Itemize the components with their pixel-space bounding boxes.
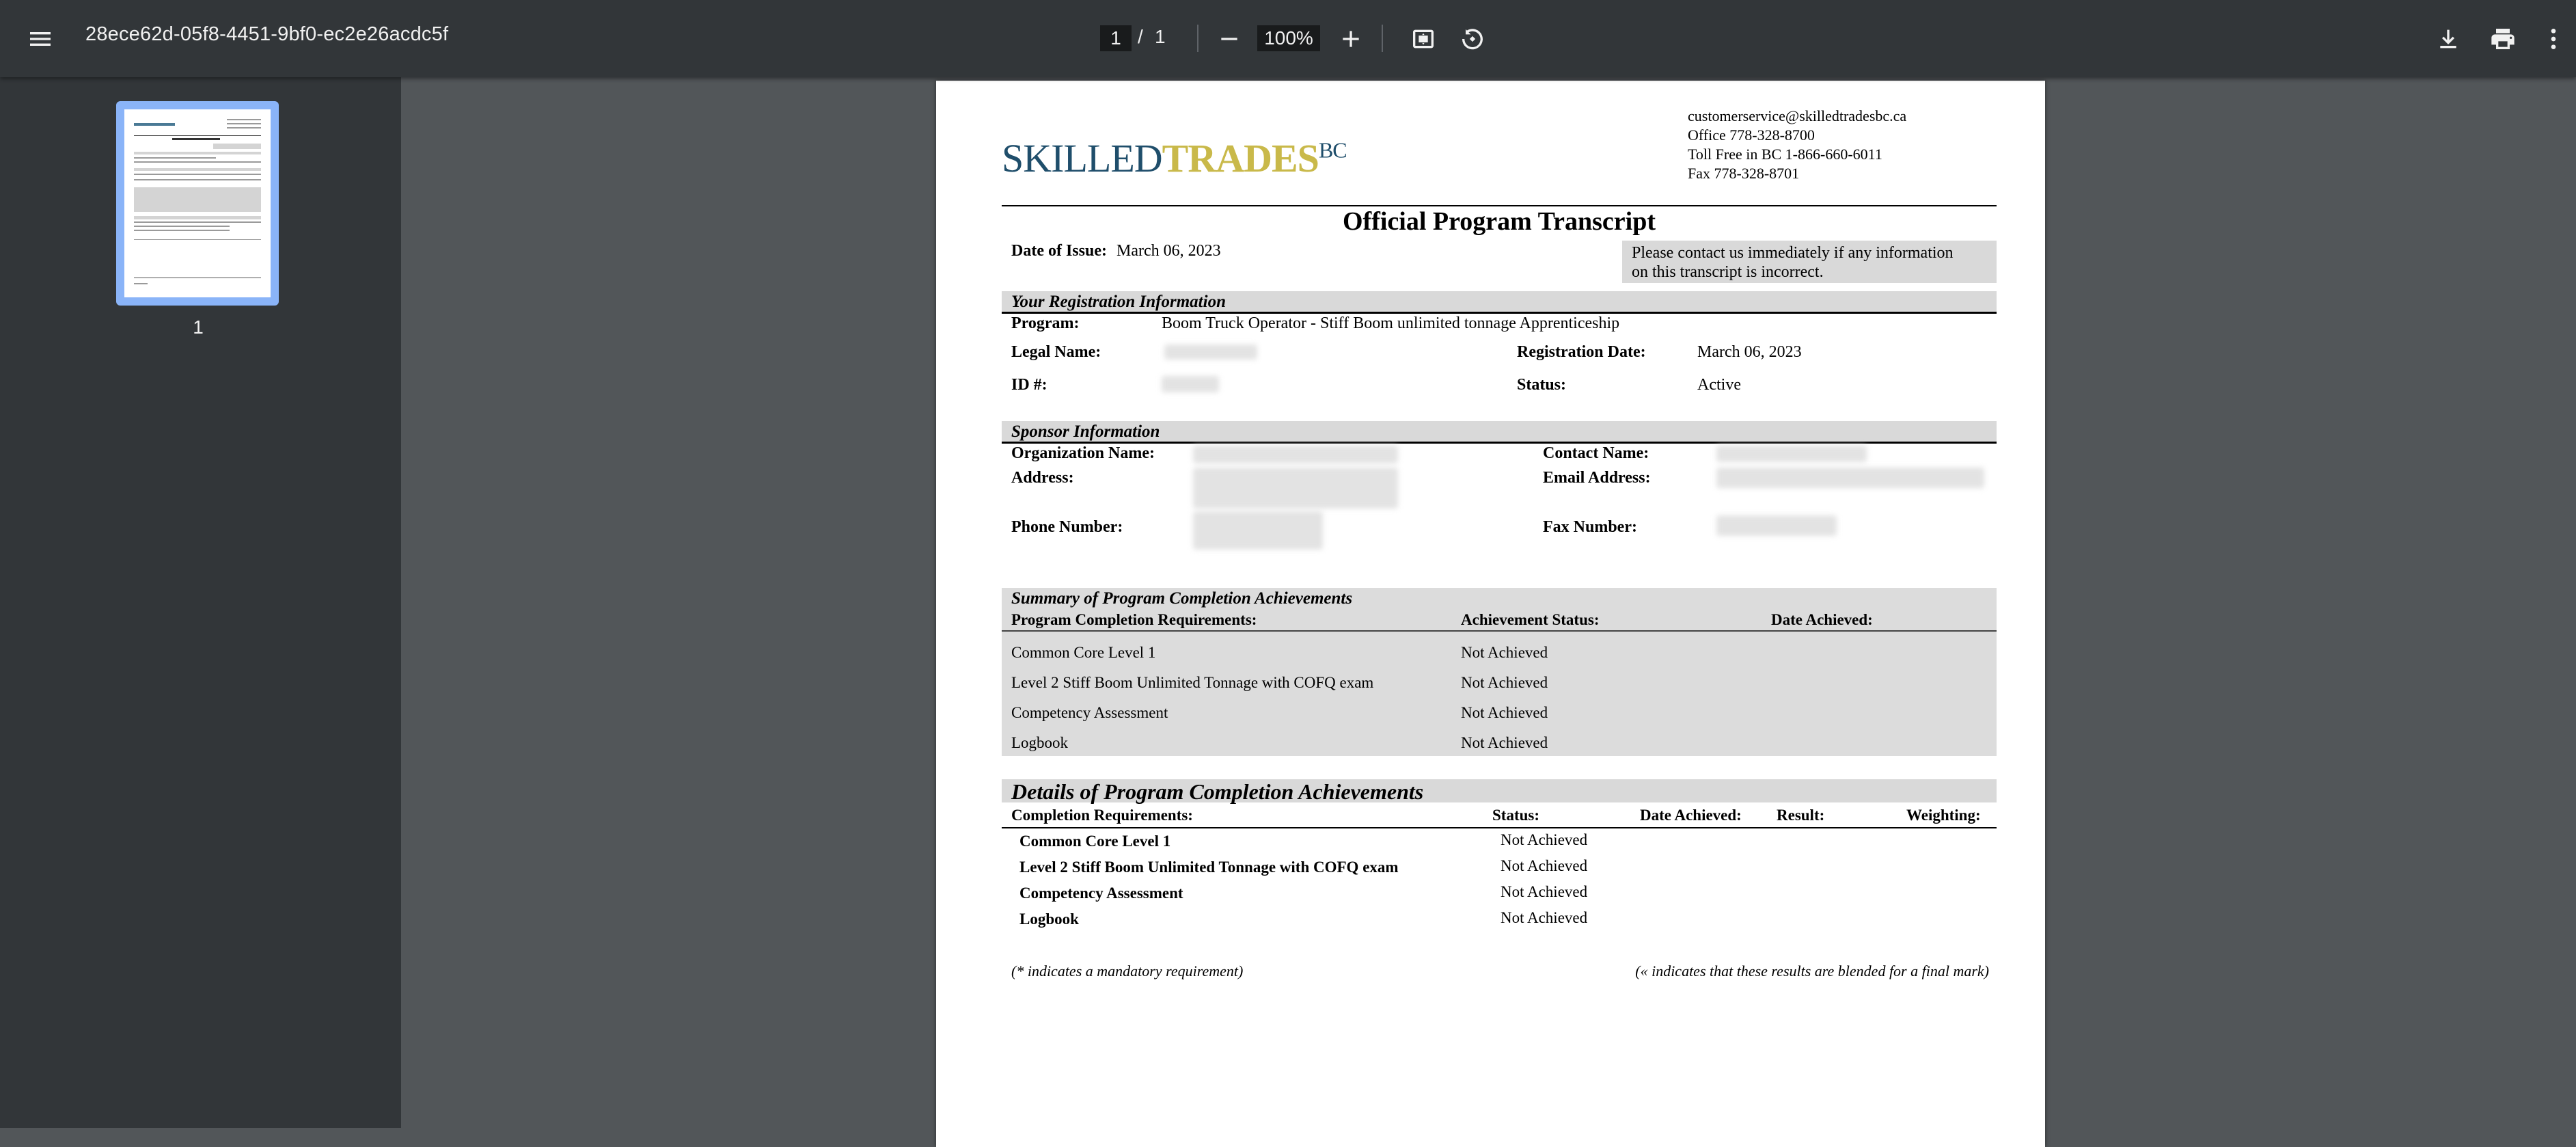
details-col-result: Result: xyxy=(1777,807,1825,824)
fax-number-label: Fax Number: xyxy=(1543,518,1637,536)
summary-row-status: Not Achieved xyxy=(1461,734,1548,751)
organization-redacted xyxy=(1193,446,1398,463)
status-label: Status: xyxy=(1517,376,1567,394)
download-icon xyxy=(2435,25,2462,53)
summary-row-status: Not Achieved xyxy=(1461,704,1548,721)
file-title: 28ece62d-05f8-4451-9bf0-ec2e26acdc5f xyxy=(85,23,449,45)
details-col-weighting: Weighting: xyxy=(1906,807,1981,824)
address-label: Address: xyxy=(1011,469,1074,487)
more-options-icon[interactable] xyxy=(2536,18,2571,60)
registration-date-value: March 06, 2023 xyxy=(1697,343,1802,361)
registration-date-label: Registration Date: xyxy=(1517,343,1646,361)
print-button[interactable] xyxy=(2482,18,2524,60)
registration-heading: Your Registration Information xyxy=(1002,291,1997,314)
skilledtradesbc-logo: $SKILLEDTRADES^{BC}$ xyxy=(1002,136,1347,180)
id-label: ID #: xyxy=(1011,376,1047,394)
zoom-in-button[interactable] xyxy=(1330,18,1372,60)
details-row-status: Not Achieved xyxy=(1501,831,1588,848)
summary-row-req: Level 2 Stiff Boom Unlimited Tonnage with COFQ exam xyxy=(1011,674,1374,691)
zoom-level-input[interactable] xyxy=(1257,25,1320,51)
summary-row-status: Not Achieved xyxy=(1461,644,1548,661)
status-value: Active xyxy=(1697,376,1741,394)
contact-tollfree: Toll Free in BC 1-866-660-6011 xyxy=(1688,146,1882,163)
page-number-input[interactable] xyxy=(1100,25,1132,51)
plus-icon xyxy=(1337,25,1365,53)
legal-name-label: Legal Name: xyxy=(1011,343,1101,361)
id-redacted xyxy=(1162,376,1219,392)
rotate-icon xyxy=(1459,25,1486,53)
address-redacted xyxy=(1193,468,1398,509)
details-row-req: Logbook xyxy=(1019,910,1079,928)
contact-name-redacted xyxy=(1716,446,1867,462)
details-col-requirements: Completion Requirements: xyxy=(1011,807,1193,824)
fit-page-button[interactable] xyxy=(1402,18,1444,60)
details-row-status: Not Achieved xyxy=(1501,909,1588,926)
menu-icon[interactable] xyxy=(19,18,61,60)
thumbnail-sidebar xyxy=(0,77,401,1128)
print-icon xyxy=(2489,25,2517,53)
notice-box: Please contact us immediately if any information on this transcript is incorrect. xyxy=(1622,241,1997,283)
summary-heading: Summary of Program Completion Achievements xyxy=(1011,589,1353,608)
fax-redacted xyxy=(1716,515,1837,536)
toolbar-divider xyxy=(1197,25,1198,52)
toolbar-divider xyxy=(1382,25,1383,52)
contact-fax: Fax 778-328-8701 xyxy=(1688,165,1800,182)
footnote-blended: (« indicates that these results are blended for a final mark) xyxy=(1635,962,1989,980)
pdf-toolbar xyxy=(0,0,2576,77)
contact-email: customerservice@skilledtradesbc.ca xyxy=(1688,107,1907,124)
date-of-issue-value: March 06, 2023 xyxy=(1116,242,1221,260)
contact-block xyxy=(1688,107,1906,183)
summary-col-date: Date Achieved: xyxy=(1771,611,1873,628)
summary-col-status: Achievement Status: xyxy=(1461,611,1600,628)
email-address-label: Email Address: xyxy=(1543,469,1651,487)
details-row-req: Competency Assessment xyxy=(1019,885,1183,902)
details-row-req: Common Core Level 1 xyxy=(1019,833,1171,850)
details-col-date: Date Achieved: xyxy=(1640,807,1742,824)
zoom-out-button[interactable] xyxy=(1208,18,1250,60)
download-button[interactable] xyxy=(2427,18,2469,60)
details-row-status: Not Achieved xyxy=(1501,883,1588,900)
page-separator: / xyxy=(1138,26,1143,47)
rotate-button[interactable] xyxy=(1451,18,1494,60)
date-of-issue-label: Date of Issue: xyxy=(1011,242,1107,260)
phone-redacted xyxy=(1193,511,1323,550)
summary-row-req: Logbook xyxy=(1011,734,1069,751)
contact-name-label: Contact Name: xyxy=(1543,444,1649,462)
document-page xyxy=(936,81,2045,1147)
thumbnail-page-preview xyxy=(124,109,271,297)
organization-name-label: Organization Name: xyxy=(1011,444,1155,462)
details-rule xyxy=(1002,827,1997,828)
details-row-req: Level 2 Stiff Boom Unlimited Tonnage with COFQ exam xyxy=(1019,859,1399,876)
program-label: Program: xyxy=(1011,314,1080,332)
summary-rule xyxy=(1002,630,1997,632)
phone-number-label: Phone Number: xyxy=(1011,518,1123,536)
summary-col-requirements: Program Completion Requirements: xyxy=(1011,611,1257,628)
program-value: Boom Truck Operator - Stiff Boom unlimited tonnage Apprenticeship xyxy=(1162,314,1620,332)
summary-row-status: Not Achieved xyxy=(1461,674,1548,691)
thumbnail-page-number: 1 xyxy=(193,316,204,338)
legal-name-redacted xyxy=(1164,345,1257,360)
details-col-status: Status: xyxy=(1492,807,1540,824)
contact-office: Office 778-328-8700 xyxy=(1688,126,1815,144)
document-title: Official Program Transcript xyxy=(1342,207,1656,236)
page-thumbnail[interactable] xyxy=(116,101,279,306)
summary-row-req: Competency Assessment xyxy=(1011,704,1168,721)
details-row-status: Not Achieved xyxy=(1501,857,1588,874)
footnote-mandatory: (* indicates a mandatory requirement) xyxy=(1011,962,1244,980)
summary-row-req: Common Core Level 1 xyxy=(1011,644,1156,661)
fit-page-icon xyxy=(1410,25,1437,53)
sponsor-heading: Sponsor Information xyxy=(1002,421,1997,444)
details-heading: Details of Program Completion Achievements xyxy=(1002,779,1997,802)
page-total: 1 xyxy=(1155,26,1166,47)
minus-icon xyxy=(1216,25,1243,53)
email-redacted xyxy=(1716,468,1984,488)
